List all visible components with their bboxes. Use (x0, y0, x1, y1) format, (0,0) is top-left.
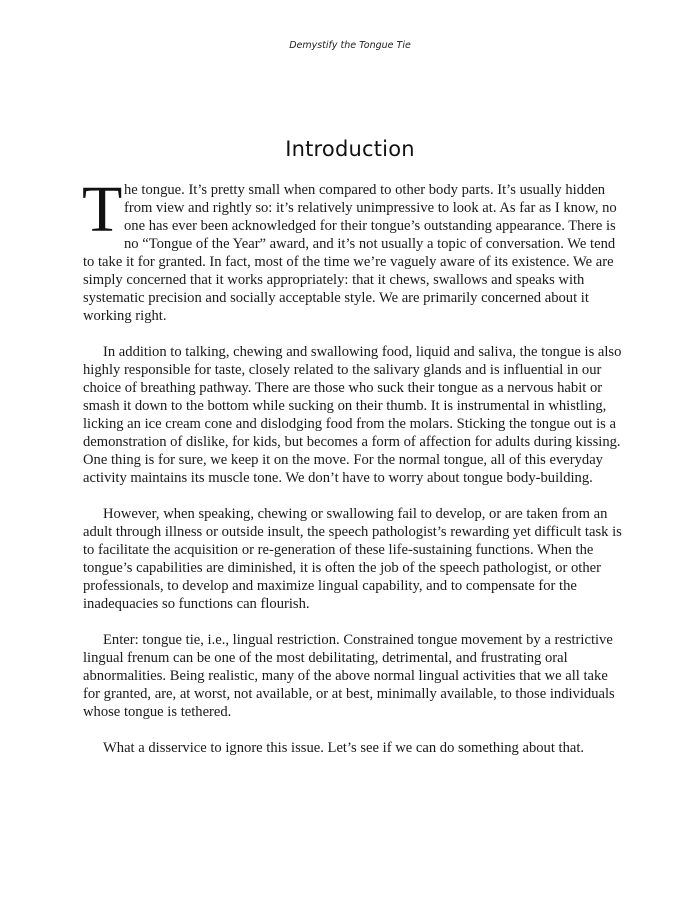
drop-cap: T (82, 173, 123, 246)
chapter-title: Introduction (285, 137, 415, 161)
paragraph-3: However, when speaking, chewing or swallowing fail to develop, or are taken from an adult through illness or outside insult, the speech pathologist’s rewarding yet difficult task is to facilitate the acquisition or re-generation of these life-sustaining functions. When the tongue’s capabilities are diminished, it is often the job of the speech pathologist, or other professionals, to develop and maximize lingual capability, and to compensate for the inadequacies so functions can flourish. (83, 506, 622, 612)
paragraph-1-text: he tongue. It’s pretty small when compared to other body parts. It’s usually hidden from view and rightly so: it’s relatively unimpressive to look at. As far as I know, no one has ever been acknowledged for their tongue’s outstanding appearance. There is no “Tongue of the Year” award, and it’s not usually a topic of conversation. We tend to take it for granted. In fact, most of the time we’re vaguely aware of its existence. We are simply concerned that it works appropriately: that it chews, swallows and speaks with systematic precision and socially acceptable style. We are primarily concerned about it working right. (83, 182, 617, 324)
paragraph-2: In addition to talking, chewing and swallowing food, liquid and saliva, the tongue is also highly responsible for taste, closely related to the salivary glands and is influential in our choice of breathing pathway. There are those who suck their tongue as a nervous habit or smash it down to the bottom while sucking on their thumb. It is instrumental in whistling, licking an ice cream cone and dislodging food from the molars. Sticking the tongue out is a demonstration of dislike, for kids, but becomes a form of affection for adults during kissing. One thing is for sure, we keep it on the move. For the normal tongue, all of this everyday activity maintains its muscle tone. We don’t have to worry about tongue body-building. (83, 344, 622, 486)
paragraph-5: What a disservice to ignore this issue. Let’s see if we can do something about that. (103, 740, 585, 756)
running-header: Demystify the Tongue Tie (289, 40, 411, 51)
paragraph-1 (82, 173, 625, 325)
paragraph-4: Enter: tongue tie, i.e., lingual restriction. Constrained tongue movement by a restrictive lingual frenum can be one of the most debilitating, detrimental, and frustrating oral abnormalities. Being realistic, many of the above normal lingual activities that we all take for granted, are, at worst, not available, or at best, minimally available, to those individuals whose tongue is tethered. (83, 632, 615, 720)
chapter-body (82, 173, 625, 775)
